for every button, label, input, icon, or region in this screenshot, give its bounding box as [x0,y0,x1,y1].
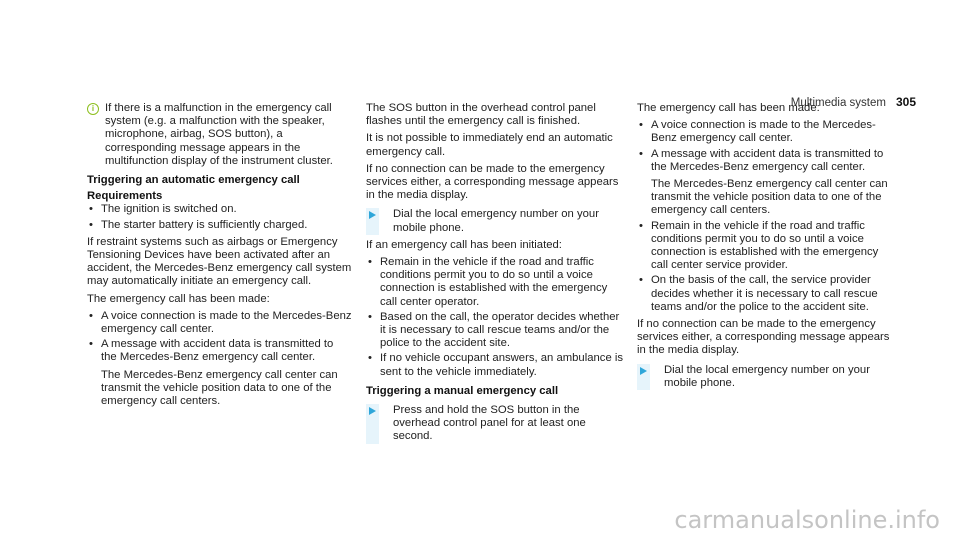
watermark: carmanualsonline.info [674,505,940,534]
paragraph: If no connection can be made to the emergency services either, a corresponding message appears in the media display. [366,162,619,202]
paragraph: It is not possible to immediately end an automatic emergency call. [366,132,613,158]
action-step [366,404,624,444]
list-item: • The starter battery is sufficiently charged. [87,219,352,232]
paragraph: The emergency call has been made: [637,102,820,114]
column-3 [637,102,894,394]
heading-automatic-call: Triggering an automatic emergency call [87,174,300,187]
paragraph: If an emergency call has been initiated: [366,238,562,251]
paragraph: If no connection can be made to the emergency services either, a corresponding message appears in the media display. [637,318,890,357]
list-item-continuation: The Mercedes-Benz emergency call center can transmit the vehicle position data to one of the emergency call centers. [101,368,338,408]
list-item: • Based on the call, the operator decides whether it is necessary to call rescue teams and/or the police to the accident site. [366,311,624,351]
column-1 [87,102,352,410]
action-text: Dial the local emergency number on your mobile phone. [664,363,870,389]
heading-manual-call: Triggering a manual emergency call [366,384,559,397]
list-item-continuation: The Mercedes-Benz emergency call center can transmit the vehicle position data to one of the emergency call centers. [651,178,888,217]
info-icon: i [87,103,99,115]
action-text: Press and hold the SOS button in the overhead control panel for at least one second. [393,404,586,443]
note-text: If there is a malfunction in the emergency call system (e.g. a malfunction with the speaker, microphone, airbag, SOS button), a corresponding message appears in the multifunction display of the instrument cluster. [105,102,333,167]
requirements-label: Requirements [87,190,163,203]
action-step [637,364,894,390]
play-arrow-icon [640,367,647,375]
list-item: • A message with accident data is transmitted to the Mercedes-Benz emergency call center. [637,148,894,174]
list-item: • A voice connection is made to the Mercedes-Benz emergency call center. [637,119,894,145]
column-2 [366,102,624,448]
action-step [366,208,624,234]
note-block [87,102,352,168]
paragraph: If restraint systems such as airbags or Emergency Tensioning Devices have been activated after an accident, the Mercedes-Benz emergency call system may automatically initiate an emergency call. [87,235,352,288]
paragraph: The SOS button in the overhead control panel flashes until the emergency call is finished. [366,102,596,128]
list-item: • If no vehicle occupant answers, an ambulance is sent to the vehicle immediately. [366,352,624,378]
play-arrow-icon [369,407,376,415]
page-number: 305 [895,95,916,109]
action-text: Dial the local emergency number on your mobile phone. [393,208,599,234]
list-item: • Remain in the vehicle if the road and traffic conditions permit you to do so until a voice connection is established with the emergency call center service provider. [637,220,894,273]
list-item: • The ignition is switched on. [87,203,352,216]
section-title: Multimedia system [790,97,886,109]
list-item: • A voice connection is made to the Mercedes-Benz emergency call center. [87,310,352,336]
list-item: • On the basis of the call, the service provider decides whether it is necessary to call rescue teams and/or the police to the accident site. [637,274,894,314]
list-item: • A message with accident data is transmitted to the Mercedes-Benz emergency call center. [87,338,352,364]
paragraph: The emergency call has been made: [87,292,270,305]
list-item: • Remain in the vehicle if the road and traffic conditions permit you to do so until a voice connection is established with the emergency call center operator. [366,256,624,309]
play-arrow-icon [369,211,376,219]
